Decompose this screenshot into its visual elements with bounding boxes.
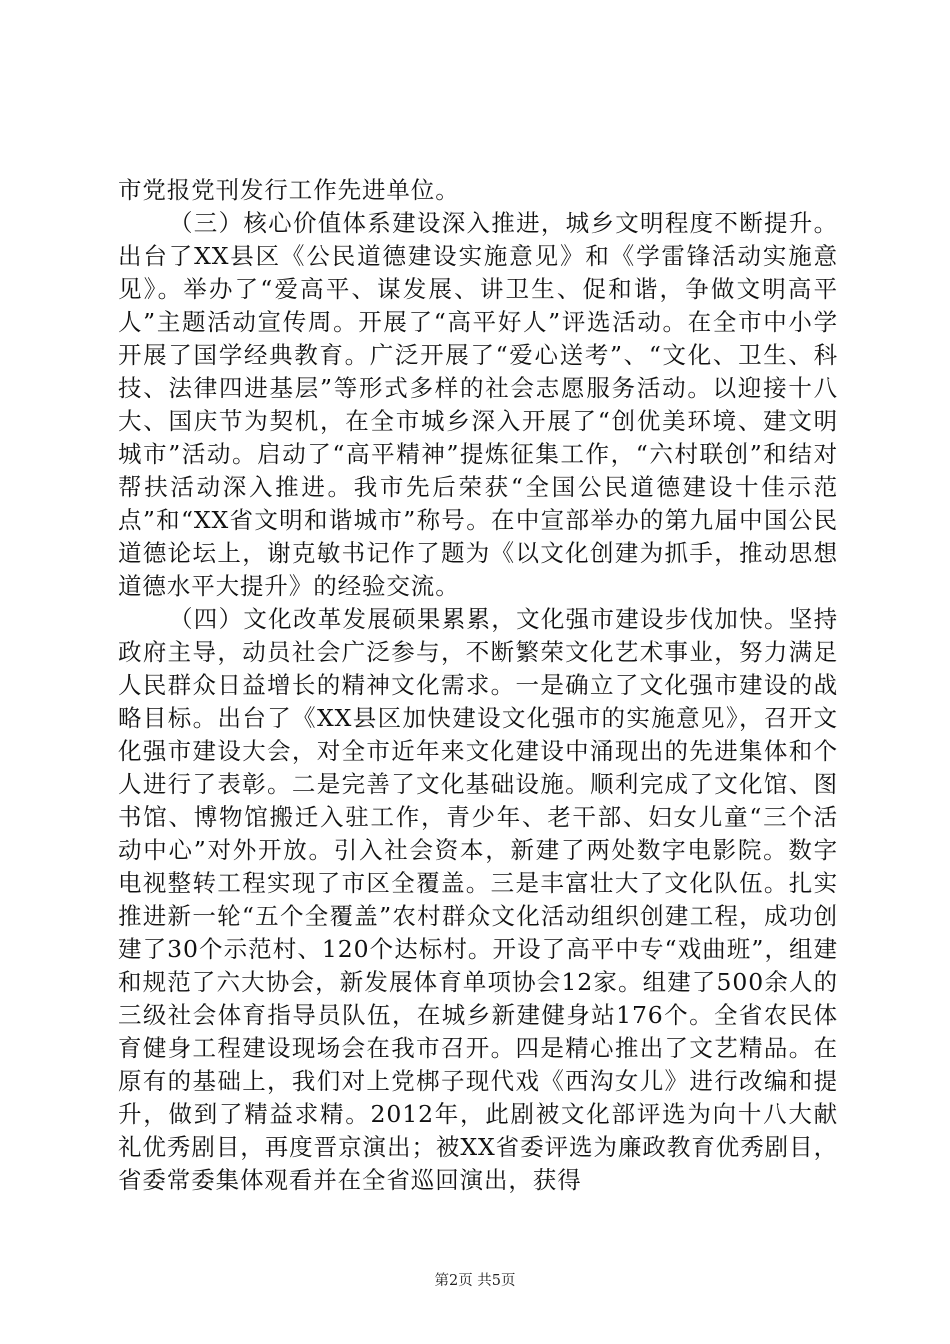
- page-footer: 第2页 共5页: [434, 1273, 516, 1289]
- paragraph-section-3: （三）核心价值体系建设深入推进，城乡文明程度不断提升。出台了XX县区《公民道德建设实施意见》和《学雷锋活动实施意见》。举办了“爱高平、谋发展、讲卫生、促和谐，争做文明高平人”主题活动宣传周。开展了“高平好人”评选活动。在全市中小学开展了国学经典教育。广泛开展了“爱心送考”、“文化、卫生、科技、法律四进基层”等形式多样的社会志愿服务活动。以迎接十八大、国庆节为契机，在全市城乡深入开展了“创优美环境、建文明城市”活动。启动了“高平精神”提炼征集工作，“六村联创”和结对帮扶活动深入推进。我市先后荣获“全国公民道德建设十佳示范点”和“XX省文明和谐城市”称号。在中宣部举办的第九届中国公民道德论坛上，谢克敏书记作了题为《以文化创建为抓手，推动思想道德水平大提升》的经验交流。: [118, 209, 838, 600]
- paragraph-continuation: 市党报党刊发行工作先进单位。: [118, 176, 460, 204]
- paragraph-section-4: （四）文化改革发展硕果累累，文化强市建设步伐加快。坚持政府主导，动员社会广泛参与，不断繁荣文化艺术事业，努力满足人民群众日益增长的精神文化需求。一是确立了文化强市建设的战略目标。出台了《XX县区加快建设文化强市的实施意见》，召开文化强市建设大会，对全市近年来文化建设中涌现出的先进集体和个人进行了表彰。二是完善了文化基础设施。顺利完成了文化馆、图书馆、博物馆搬迁入驻工作，青少年、老干部、妇女儿童“三个活动中心”对外开放。引入社会资本，新建了两处数字电影院。数字电视整转工程实现了市区全覆盖。三是丰富壮大了文化队伍。扎实推进新一轮“五个全覆盖”农村群众文化活动组织创建工程，成功创建了30个示范村、120个达标村。开设了高平中专“戏曲班”，组建和规范了六大协会，新发展体育单项协会12家。组建了500余人的三级社会体育指导员队伍，在城乡新建健身站176个。全省农民体育健身工程建设现场会在我市召开。四是精心推出了文艺精品。在原有的基础上，我们对上党梆子现代戏《西沟女儿》进行改编和提升，做到了精益求精。2012年，此剧被文化部评选为向十八大献礼优秀剧目，再度晋京演出；被XX省委评选为廉政教育优秀剧目，省委常委集体观看并在全省巡回演出，获得: [118, 605, 838, 1194]
- document-body: [118, 174, 838, 1197]
